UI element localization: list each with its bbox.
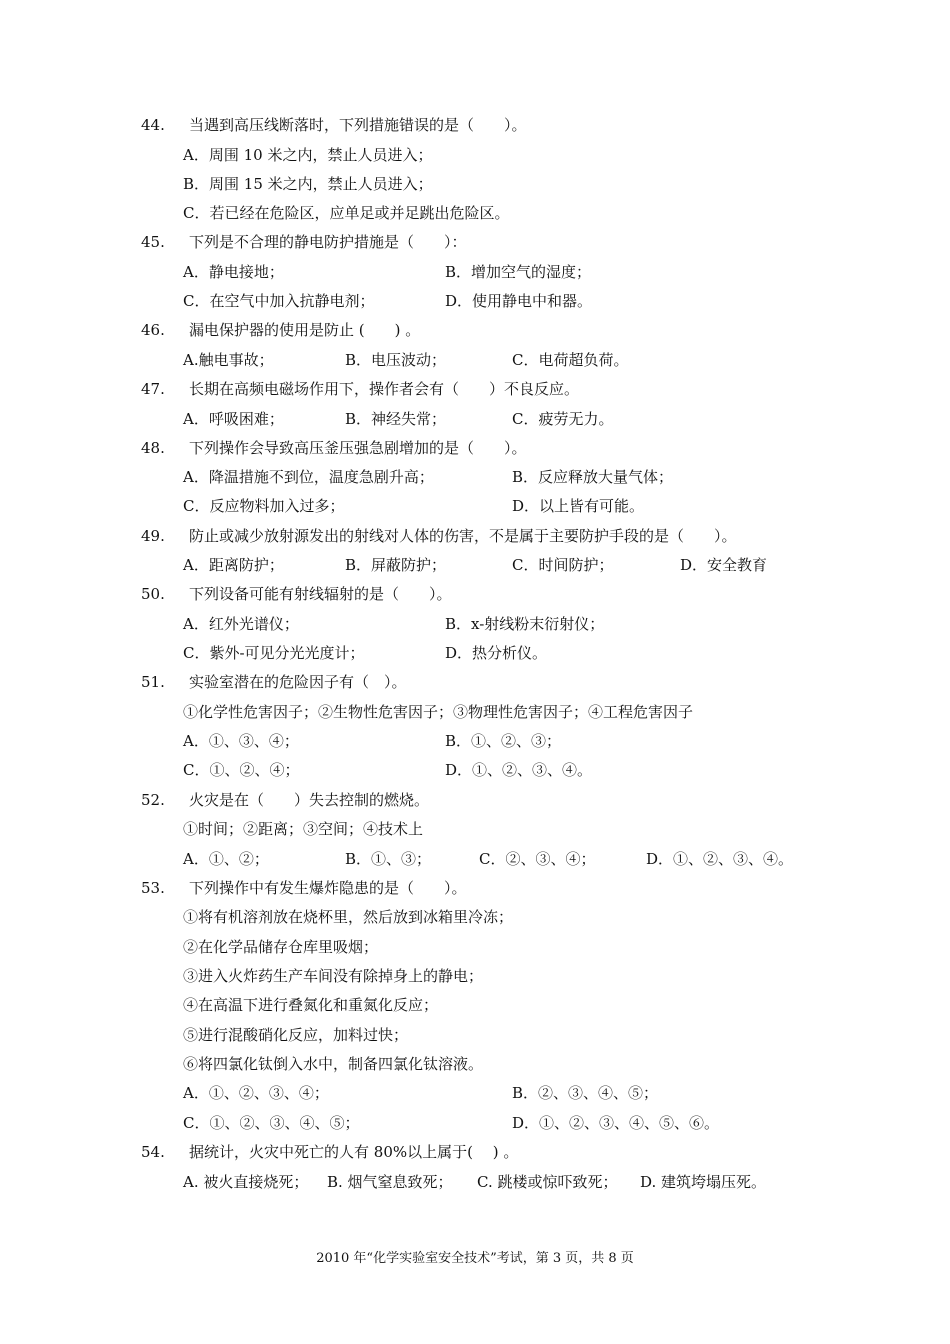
option: B．反应释放大量气体； bbox=[512, 468, 674, 486]
question-item: ③进入火炸药生产车间没有除掉身上的静电； bbox=[183, 967, 484, 985]
option: A．周围 10 米之内，禁止人员进入； bbox=[183, 146, 433, 164]
question-item: ⑤进行混酸硝化反应，加料过快； bbox=[183, 1026, 409, 1044]
question-text: 下列是不合理的静电防护措施是（ ）： bbox=[189, 233, 467, 251]
question-text: 下列操作中有发生爆炸隐患的是（ ）。 bbox=[189, 879, 467, 897]
option: C．电荷超负荷。 bbox=[512, 351, 629, 369]
question-number: 51. bbox=[141, 673, 165, 691]
question-text: 据统计，火灾中死亡的人有 80%以上属于( ) 。 bbox=[189, 1143, 519, 1161]
question-text: 长期在高频电磁场作用下，操作者会有（ ）不良反应。 bbox=[189, 380, 580, 398]
option: C. 跳楼或惊吓致死； bbox=[477, 1173, 618, 1191]
question-item: ②在化学品储存仓库里吸烟； bbox=[183, 938, 379, 956]
option: A．静电接地； bbox=[183, 263, 284, 281]
question-number: 53. bbox=[141, 879, 165, 897]
page-footer: 2010 年“化学实验室安全技术”考试，第 3 页，共 8 页 bbox=[316, 1251, 634, 1266]
question-item: ⑥将四氯化钛倒入水中，制备四氯化钛溶液。 bbox=[183, 1055, 484, 1073]
option: A．降温措施不到位，温度急剧升高； bbox=[183, 468, 434, 486]
option: B．周围 15 米之内，禁止人员进入； bbox=[183, 175, 433, 193]
option: A．①、②； bbox=[183, 850, 269, 868]
option: B．①、③； bbox=[345, 850, 432, 868]
option: B．①、②、③； bbox=[445, 732, 562, 750]
option: A. 被火直接烧死； bbox=[183, 1173, 309, 1191]
option: C．反应物料加入过多； bbox=[183, 497, 345, 515]
question-number: 46. bbox=[141, 321, 165, 339]
question-text: 下列操作会导致高压釜压强急剧增加的是（ ）。 bbox=[189, 439, 527, 457]
question-text: 火灾是在（ ）失去控制的燃烧。 bbox=[189, 791, 430, 809]
question-number: 49. bbox=[141, 527, 165, 545]
question-item: ①将有机溶剂放在烧杯里，然后放到冰箱里冷冻； bbox=[183, 908, 514, 926]
option: B．电压波动； bbox=[345, 351, 447, 369]
option: D．使用静电中和器。 bbox=[445, 292, 593, 310]
option: B．神经失常； bbox=[345, 410, 447, 428]
question-number: 48. bbox=[141, 439, 165, 457]
question-text: 防止或减少放射源发出的射线对人体的伤害，不是属于主要防护手段的是（ ）。 bbox=[189, 527, 737, 545]
option: C．①、②、③、④、⑤； bbox=[183, 1114, 360, 1132]
option: D．①、②、③、④、⑤、⑥。 bbox=[512, 1114, 720, 1132]
question-number: 52. bbox=[141, 791, 165, 809]
option: D．热分析仪。 bbox=[445, 644, 548, 662]
option: A．①、③、④； bbox=[183, 732, 299, 750]
option: C．时间防护； bbox=[512, 556, 614, 574]
question-number: 44. bbox=[141, 116, 165, 134]
question-number: 50. bbox=[141, 585, 165, 603]
question-number: 45. bbox=[141, 233, 165, 251]
option: B．屏蔽防护； bbox=[345, 556, 447, 574]
option: C．①、②、④； bbox=[183, 761, 300, 779]
option: B．增加空气的湿度； bbox=[445, 263, 592, 281]
question-number: 54. bbox=[141, 1143, 165, 1161]
question-item: ①时间；②距离；③空间；④技术上 bbox=[183, 820, 424, 838]
option: A．距离防护； bbox=[183, 556, 284, 574]
option: D．安全教育 bbox=[680, 556, 768, 574]
option: B. 烟气窒息致死； bbox=[327, 1173, 453, 1191]
option: A.触电事故； bbox=[183, 351, 274, 369]
option: D．①、②、③、④。 bbox=[445, 761, 593, 779]
option: C．疲劳无力。 bbox=[512, 410, 614, 428]
question-text: 实验室潜在的危险因子有（ ）。 bbox=[189, 673, 407, 691]
question-text: 当遇到高压线断落时，下列措施错误的是（ ）。 bbox=[189, 116, 527, 134]
option: D. 建筑垮塌压死。 bbox=[640, 1173, 767, 1191]
question-number: 47. bbox=[141, 380, 165, 398]
option: C．②、③、④； bbox=[479, 850, 596, 868]
option: C．若已经在危险区，应单足或并足跳出危险区。 bbox=[183, 204, 510, 222]
option: A．①、②、③、④； bbox=[183, 1084, 329, 1102]
option: D．以上皆有可能。 bbox=[512, 497, 645, 515]
question-text: 下列设备可能有射线辐射的是（ ）。 bbox=[189, 585, 452, 603]
option: D．①、②、③、④。 bbox=[646, 850, 794, 868]
option: B．②、③、④、⑤； bbox=[512, 1084, 659, 1102]
option: A．呼吸困难； bbox=[183, 410, 284, 428]
option: C．紫外-可见分光光度计； bbox=[183, 644, 365, 662]
question-item: ①化学性危害因子；②生物性危害因子；③物理性危害因子；④工程危害因子 bbox=[183, 703, 694, 721]
question-item: ④在高温下进行叠氮化和重氮化反应； bbox=[183, 996, 439, 1014]
option: C．在空气中加入抗静电剂； bbox=[183, 292, 375, 310]
option: A．红外光谱仪； bbox=[183, 615, 299, 633]
question-text: 漏电保护器的使用是防止 ( ) 。 bbox=[189, 321, 421, 339]
option: B．x-射线粉末衍射仪； bbox=[445, 615, 605, 633]
